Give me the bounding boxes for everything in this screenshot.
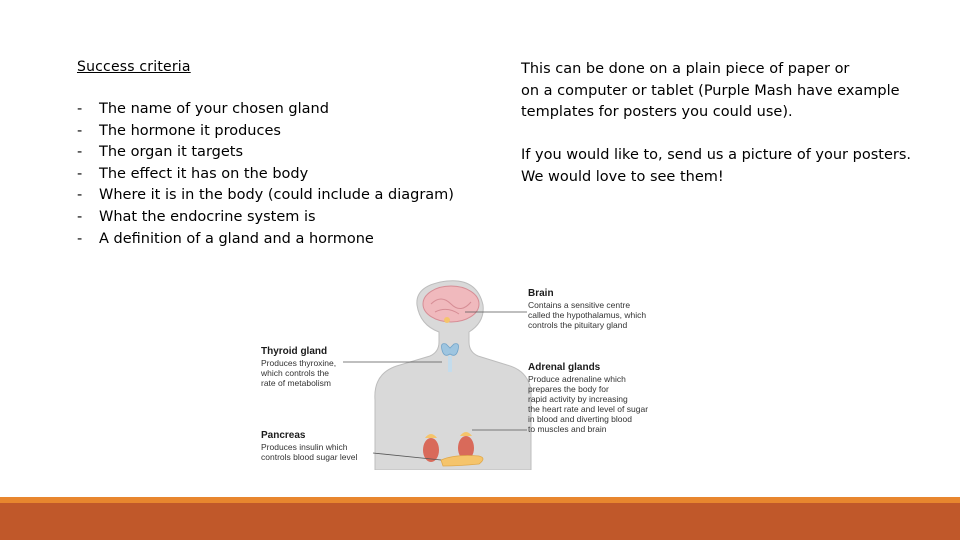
- label-line: rapid activity by increasing: [528, 394, 628, 404]
- label-line: rate of metabolism: [261, 378, 331, 388]
- instructions-paragraph-1: [521, 59, 941, 124]
- success-criteria-heading: Success criteria: [77, 59, 191, 75]
- criteria-item: - A definition of a gland and a hormone: [77, 229, 454, 251]
- instructions-line: If you would like to, send us a picture of your posters.: [521, 147, 911, 163]
- criteria-item: - The organ it targets: [77, 142, 454, 164]
- label-line: which controls the: [261, 368, 330, 378]
- instructions-line: on a computer or tablet (Purple Mash have example: [521, 82, 900, 99]
- criteria-item: - The name of your chosen gland: [77, 99, 454, 121]
- pancreas-label: [261, 430, 357, 462]
- instructions-line: templates for posters you could use).: [521, 104, 793, 120]
- adrenal-label: [528, 362, 648, 434]
- instructions-line: This can be done on a plain piece of paper or: [521, 61, 850, 77]
- pancreas-label-title: Pancreas: [261, 430, 306, 441]
- brain-label: [528, 288, 646, 330]
- label-line: Contains a sensitive centre: [528, 300, 631, 310]
- criteria-item: - Where it is in the body (could include a diagram): [77, 185, 454, 207]
- brain-label-title: Brain: [528, 288, 554, 299]
- criteria-item: - The effect it has on the body: [77, 164, 454, 186]
- instructions-paragraph-2: [521, 145, 941, 188]
- success-criteria-list: [77, 99, 454, 250]
- pancreas-label-desc: [261, 442, 357, 462]
- thyroid-label-title: Thyroid gland: [261, 346, 328, 357]
- criteria-item: - The hormone it produces: [77, 121, 454, 143]
- brain-label-desc: [528, 300, 646, 330]
- instructions-line: We would love to see them!: [521, 168, 724, 185]
- label-line: controls blood sugar level: [261, 452, 358, 462]
- label-line: Produces thyroxine,: [261, 358, 337, 368]
- label-line: controls the pituitary gland: [528, 320, 628, 330]
- thyroid-label: [261, 346, 336, 388]
- instructions-text: [521, 59, 941, 188]
- thyroid-label-desc: [261, 358, 336, 388]
- trachea-shape: [448, 356, 452, 372]
- label-line: the heart rate and level of sugar: [528, 404, 649, 414]
- endocrine-diagram: [255, 280, 675, 470]
- label-line: in blood and diverting blood: [528, 414, 632, 424]
- adrenal-label-title: Adrenal glands: [528, 362, 601, 373]
- criteria-item: - What the endocrine system is: [77, 207, 454, 229]
- label-line: prepares the body for: [528, 384, 609, 394]
- label-line: Produces insulin which: [261, 442, 348, 452]
- label-line: Produce adrenaline which: [528, 374, 626, 384]
- pituitary-shape: [444, 317, 450, 323]
- adrenal-label-desc: [528, 374, 648, 434]
- label-line: called the hypothalamus, which: [528, 310, 647, 320]
- footer-bar: [0, 503, 960, 540]
- label-line: to muscles and brain: [528, 424, 607, 434]
